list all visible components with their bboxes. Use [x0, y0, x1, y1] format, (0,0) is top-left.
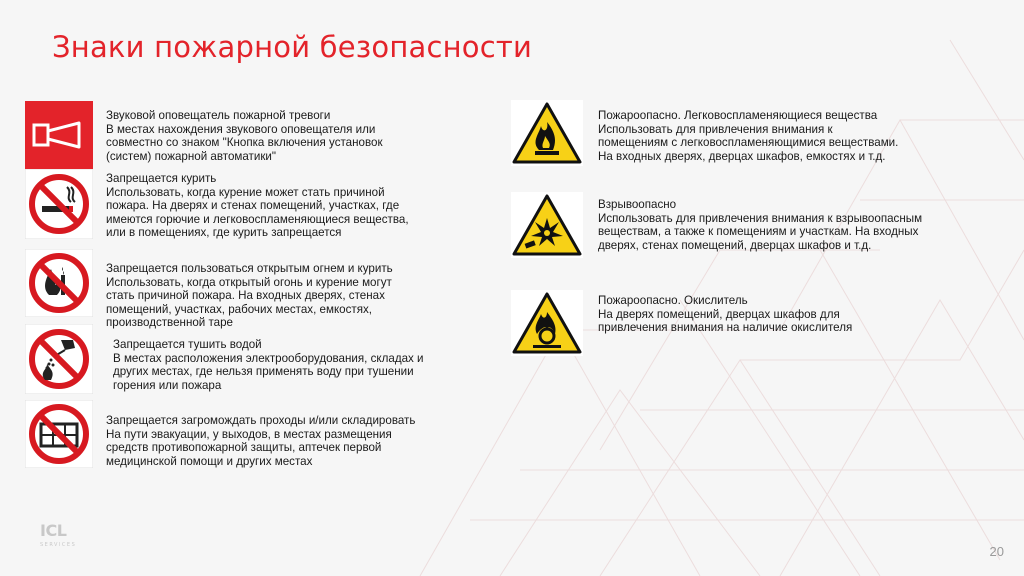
sign-text-line: Использовать, когда курение может стать причиной: [106, 185, 385, 199]
sign-description-explosive: [598, 198, 922, 252]
sign-text-line: медицинской помощи и других местах: [106, 454, 313, 468]
sign-text-line: На входных дверях, дверцах шкафов, емкостях и т.д.: [598, 149, 886, 163]
sign-text-line: На пути эвакуации, у выходов, в местах размещения: [106, 427, 392, 441]
sign-text-line: других местах, где нельзя применять воду при тушении: [113, 365, 414, 379]
sign-description-flammable: [598, 109, 898, 163]
sign-text-line: стать причиной пожара. На входных дверях, стенах: [106, 289, 385, 303]
sign-text-line: На дверях помещений, дверцах шкафов для: [598, 307, 840, 321]
sign-text-line: В местах расположения электрооборудования, складах и: [113, 351, 424, 365]
sign-title: Пожароопасно. Легковоспламеняющиеся вещества: [598, 109, 878, 122]
sign-text-line: имеются горючие и легковоспламеняющиеся вещества,: [106, 212, 409, 226]
sign-text-line: (систем) пожарной автоматики": [106, 149, 276, 163]
page-title: Знаки пожарной безопасности: [52, 30, 533, 64]
oxidizer-warning-icon: [511, 290, 583, 356]
sign-title: Запрещается курить: [106, 172, 217, 185]
sign-description-no-water: [113, 338, 424, 392]
sign-description-no-open-flame: [106, 262, 393, 330]
logo-brand: ICL: [40, 521, 67, 540]
sign-text-line: В местах нахождения звукового оповещателя или: [106, 122, 376, 136]
sign-title: Запрещается тушить водой: [113, 338, 262, 351]
company-logo: [40, 521, 90, 555]
page-number: 20: [989, 544, 1004, 559]
sign-title: Взрывоопасно: [598, 198, 677, 211]
no-open-flame-icon: [25, 249, 93, 317]
sign-text-line: веществам, а также к помещениям и участкам. На входных: [598, 225, 919, 239]
flammable-warning-icon: [511, 100, 583, 166]
no-obstruction-icon: [25, 400, 93, 468]
sign-title: Звуковой оповещатель пожарной тревоги: [106, 109, 331, 122]
sign-description-fire-alarm: [106, 109, 383, 163]
sign-text-line: помещений, участках, рабочих местах, емкостях,: [106, 302, 373, 316]
sign-text-line: помещениям с легковоспламеняющимися веществами.: [598, 136, 899, 150]
no-smoking-icon: [25, 169, 93, 239]
sign-text-line: горения или пожара: [113, 378, 222, 392]
explosive-warning-icon: [511, 192, 583, 258]
sign-text-line: средств противопожарной защиты, аптечек первой: [106, 441, 382, 455]
sign-text-line: производственной таре: [106, 316, 234, 330]
logo-subtitle: SERVICES: [40, 542, 77, 548]
sign-text-line: пожара. На дверях и стенах помещений, участках, где: [106, 199, 400, 213]
sign-title: Пожароопасно. Окислитель: [598, 294, 748, 307]
sign-text-line: Использовать для привлечения внимания к: [598, 122, 833, 136]
no-water-extinguishing-icon: [25, 324, 93, 394]
sign-text-line: привлечения внимания на наличие окислителя: [598, 321, 853, 335]
sign-text-line: дверях, стенах помещений, дверцах шкафов и т.д.: [598, 238, 872, 252]
sign-description-no-smoking: [106, 172, 409, 240]
sign-text-line: совместно со знаком "Кнопка включения установок: [106, 136, 383, 150]
sign-text-line: Использовать, когда открытый огонь и курение могут: [106, 275, 392, 289]
fire-alarm-sounder-icon: [25, 101, 93, 169]
sign-description-oxidizer: [598, 294, 852, 335]
sign-text-line: или в помещениях, где курить запрещается: [106, 226, 342, 240]
sign-text-line: Использовать для привлечения внимания к взрывоопасным: [598, 211, 923, 225]
sign-description-no-obstruction: [106, 414, 415, 468]
sign-title: Запрещается пользоваться открытым огнем и курить: [106, 262, 393, 275]
sign-title: Запрещается загромождать проходы и/или складировать: [106, 414, 416, 427]
